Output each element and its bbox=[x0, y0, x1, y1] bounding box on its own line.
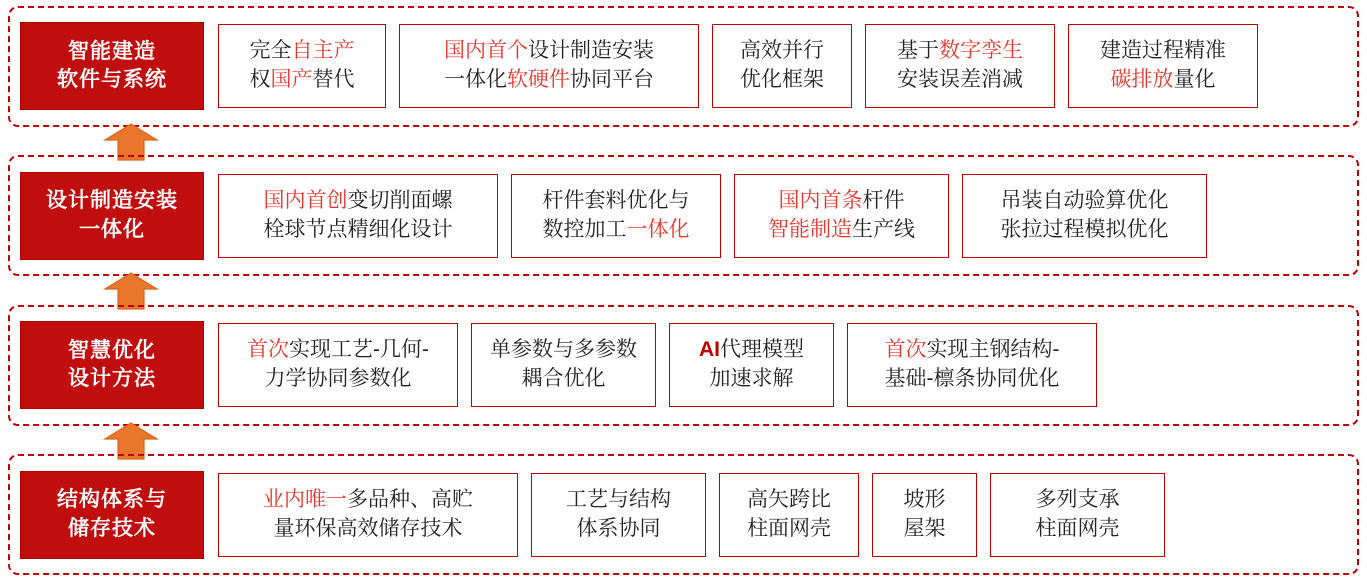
card-1-3-line-2: 优化框架 bbox=[740, 68, 824, 92]
card-2-2[interactable] bbox=[511, 174, 721, 258]
row-1-label bbox=[20, 22, 204, 110]
row-4-cards bbox=[218, 456, 1349, 573]
card-2-4[interactable] bbox=[962, 174, 1207, 258]
card-1-2-line-2: 一体化软硬件协同平台 bbox=[444, 68, 654, 92]
card-3-2-line-1: 单参数与多参数 bbox=[490, 338, 637, 362]
card-1-5-line-2: 碳排放量化 bbox=[1110, 68, 1216, 92]
card-1-1-line-2: 权国产替代 bbox=[249, 68, 355, 92]
card-2-2-line-2: 数控加工一体化 bbox=[542, 217, 690, 241]
row-2-cards bbox=[218, 157, 1349, 274]
card-1-2-line-1: 国内首个设计制造安装 bbox=[444, 39, 654, 63]
card-2-4-line-2: 张拉过程模拟优化 bbox=[1000, 217, 1169, 241]
card-2-2-line-1: 杆件套料优化与 bbox=[542, 188, 690, 212]
card-2-4-line-1: 吊装自动验算优化 bbox=[1000, 188, 1169, 212]
row-3-label-line2: 设计方法 bbox=[68, 367, 156, 391]
card-2-3[interactable] bbox=[734, 174, 949, 258]
card-3-1-line-2: 力学协同参数化 bbox=[264, 367, 412, 391]
row-4-label-line2: 储存技术 bbox=[68, 516, 156, 540]
arrow-wrap-3 bbox=[8, 426, 1359, 455]
diagram-row-2 bbox=[8, 155, 1359, 276]
card-3-3-line-2: 加速求解 bbox=[709, 367, 794, 391]
card-4-1[interactable] bbox=[218, 473, 518, 557]
row-3-cards bbox=[218, 307, 1349, 424]
arrow-wrap-1 bbox=[8, 127, 1359, 156]
card-4-5-line-1: 多列支承 bbox=[1035, 487, 1120, 511]
row-2-label-line1: 设计制造安装 bbox=[46, 189, 178, 213]
card-4-1-line-2: 量环保高效储存技术 bbox=[273, 516, 463, 540]
card-2-1[interactable] bbox=[218, 174, 498, 258]
diagram-row-3 bbox=[8, 305, 1359, 426]
card-3-2-line-2: 耦合优化 bbox=[521, 367, 606, 391]
card-1-3-line-1: 高效并行 bbox=[740, 39, 824, 63]
row-3-label-line1: 智慧优化 bbox=[68, 338, 156, 362]
card-1-5[interactable] bbox=[1068, 24, 1258, 108]
card-4-5[interactable] bbox=[990, 473, 1165, 557]
card-3-2[interactable] bbox=[471, 323, 656, 407]
card-4-4-line-2: 屋架 bbox=[903, 516, 946, 540]
card-3-1[interactable] bbox=[218, 323, 458, 407]
card-1-4-line-2: 安装误差消减 bbox=[897, 68, 1023, 92]
card-1-2[interactable] bbox=[399, 24, 699, 108]
card-3-4-line-2: 基础-檩条协同优化 bbox=[884, 367, 1060, 391]
card-4-5-line-2: 柱面网壳 bbox=[1035, 516, 1120, 540]
card-1-3[interactable] bbox=[712, 24, 852, 108]
card-4-4[interactable] bbox=[872, 473, 977, 557]
card-3-4[interactable] bbox=[847, 323, 1097, 407]
row-4-label bbox=[20, 471, 204, 559]
row-3-label bbox=[20, 321, 204, 409]
row-2-label bbox=[20, 172, 204, 260]
diagram-row-1 bbox=[8, 6, 1359, 127]
row-1-label-line2: 软件与系统 bbox=[57, 68, 167, 92]
card-4-3[interactable] bbox=[719, 473, 859, 557]
card-4-4-line-1: 坡形 bbox=[903, 487, 946, 511]
row-1-cards bbox=[218, 8, 1349, 125]
row-1-label-line1: 智能建造 bbox=[68, 40, 156, 64]
card-2-1-line-2: 栓球节点精细化设计 bbox=[263, 217, 453, 241]
row-2-label-line2: 一体化 bbox=[79, 217, 145, 241]
arrow-wrap-2 bbox=[8, 276, 1359, 305]
card-1-5-line-1: 建造过程精准 bbox=[1100, 39, 1226, 63]
card-4-3-line-2: 柱面网壳 bbox=[747, 516, 831, 540]
card-4-2-line-2: 体系协同 bbox=[576, 516, 661, 540]
diagram-row-4 bbox=[8, 454, 1359, 575]
card-1-4[interactable] bbox=[865, 24, 1055, 108]
card-3-3[interactable] bbox=[669, 323, 834, 407]
card-2-1-line-1: 国内首创变切削面螺 bbox=[263, 188, 453, 212]
card-1-4-line-1: 基于数字孪生 bbox=[897, 39, 1023, 63]
row-4-label-line1: 结构体系与 bbox=[57, 488, 167, 512]
card-2-3-line-1: 国内首条杆件 bbox=[778, 188, 905, 212]
card-3-4-line-1: 首次实现主钢结构- bbox=[884, 338, 1060, 362]
card-3-3-line-1: AI代理模型 bbox=[699, 338, 804, 362]
card-1-1[interactable] bbox=[218, 24, 386, 108]
card-4-3-line-1: 高矢跨比 bbox=[747, 487, 831, 511]
card-4-1-line-1: 业内唯一多品种、高贮 bbox=[263, 487, 473, 511]
card-3-1-line-1: 首次实现工艺-几何- bbox=[247, 338, 429, 362]
card-1-1-line-1: 完全自主产 bbox=[249, 39, 355, 63]
card-4-2[interactable] bbox=[531, 473, 706, 557]
card-2-3-line-2: 智能制造生产线 bbox=[768, 217, 915, 241]
card-4-2-line-1: 工艺与结构 bbox=[566, 487, 671, 511]
